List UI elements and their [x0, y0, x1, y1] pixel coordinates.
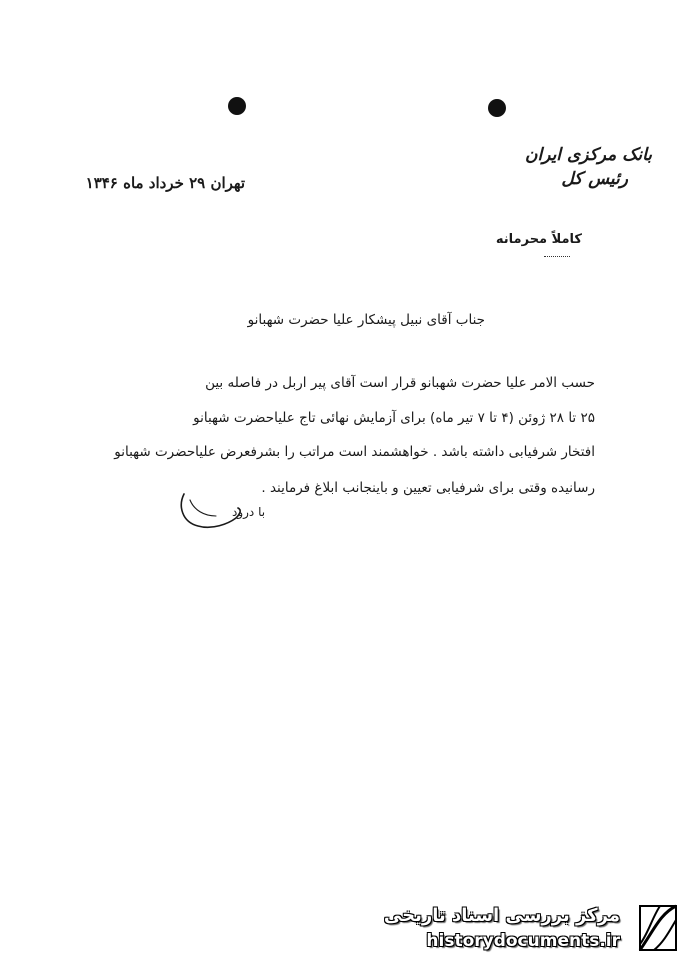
watermark-org-name: مرکز بررسی اسناد تاریخی — [383, 905, 620, 926]
body-line: ۲۵ تا ۲۸ ژوئن (۴ تا ۷ تیر ماه) برای آزمایش نهائی تاج علیاحضرت شهبانو — [193, 410, 595, 426]
punch-hole-right — [488, 99, 506, 117]
archive-logo-icon — [630, 900, 686, 956]
letterhead-bank-name: بانک مرکزی ایران — [524, 145, 652, 165]
watermark-url: historydocuments.ir — [426, 931, 620, 951]
date-line: تهران ۲۹ خرداد ماه ۱۳۴۶ — [85, 174, 245, 192]
signature — [176, 486, 246, 536]
letterhead — [525, 143, 652, 191]
classification-underline — [544, 256, 570, 257]
classification-label: کاملاً محرمانه — [495, 232, 582, 247]
addressee-line: جناب آقای نبیل پیشکار علیا حضرت شهبانو — [247, 312, 485, 328]
letterhead-title: رئیس کل — [561, 169, 628, 189]
body-line: رسانیده وقتی برای شرفیابی تعیین و باینجانب ابلاغ فرمایند . — [261, 480, 595, 496]
closing-phrase: با درود — [232, 505, 266, 519]
body-line: افتخار شرفیابی داشته باشد . خواهشمند است مراتب را بشرفعرض علیاحضرت شهبانو — [114, 444, 595, 460]
punch-hole-left — [228, 97, 246, 115]
body-line: حسب الامر علیا حضرت شهبانو قرار است آقای پیر اربل در فاصله بین — [205, 375, 595, 391]
